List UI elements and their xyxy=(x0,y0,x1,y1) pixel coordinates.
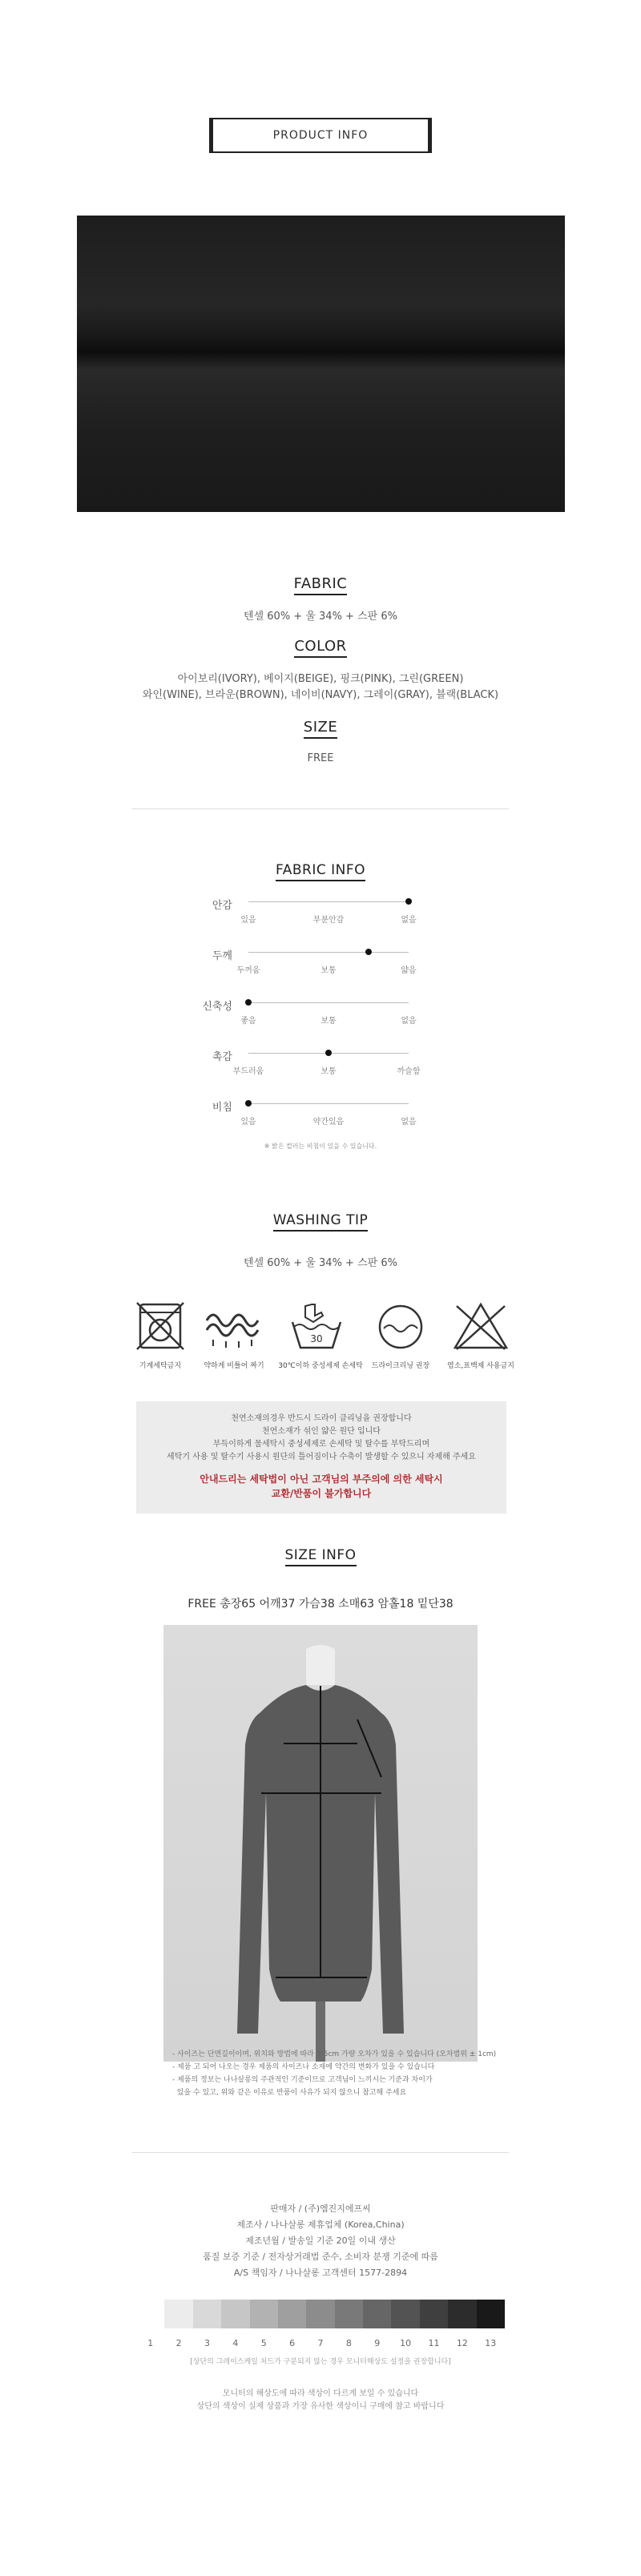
fabric-scale-option: 부분안감 xyxy=(312,916,345,925)
grayscale-swatch xyxy=(221,2300,250,2328)
svg-text:30: 30 xyxy=(310,1333,323,1344)
notice-warning: 교환/반품이 불가합니다 xyxy=(271,1488,372,1499)
fabric-scale-track xyxy=(248,901,409,902)
size-info-heading: SIZE INFO xyxy=(0,1546,641,1566)
washing-tip-heading: WASHING TIP xyxy=(0,1211,641,1232)
grayscale-swatch xyxy=(363,2300,392,2328)
monitor-note-1: 모니터의 해상도에 따라 색상이 다르게 보일 수 있습니다 xyxy=(222,2389,419,2398)
size-notes xyxy=(172,2048,496,2099)
wash-label-3: 30℃이하 중성세제 손세탁 xyxy=(278,1362,363,1370)
wash-label-5: 염소,표백제 사용금지 xyxy=(447,1362,514,1370)
fabric-info-heading: FABRIC INFO xyxy=(0,861,641,881)
swatch-number: 8 xyxy=(345,2338,352,2348)
swatch-number: 4 xyxy=(232,2338,239,2348)
divider xyxy=(132,2152,509,2153)
fabric-photo xyxy=(77,216,565,512)
size-note: - 사이즈는 단면길이이며, 위치와 방법에 따라 3-5cm 가량 오차가 있을 수 있습니다 (오차범위 ± 1cm) xyxy=(172,2050,497,2058)
swatch-number: 3 xyxy=(204,2338,210,2348)
fabric-scale-option: 보통 xyxy=(320,1017,337,1026)
grayscale-swatch xyxy=(306,2300,335,2328)
fabric-scale-marker xyxy=(365,949,372,955)
fabric-value: 텐셀 60% + 울 34% + 스판 6% xyxy=(244,611,397,623)
size-measurements: FREE 총장65 어깨37 가슴38 소매63 암홀18 밑단38 xyxy=(187,1598,454,1611)
wash-label-4: 드라이크리닝 권장 xyxy=(371,1362,430,1370)
swatch-number: 9 xyxy=(374,2338,381,2348)
no-bleach-icon xyxy=(449,1298,513,1354)
fabric-scale-option: 없음 xyxy=(401,916,417,925)
divider xyxy=(132,808,509,809)
fabric-scale-marker xyxy=(245,999,252,1006)
grayscale-swatch xyxy=(448,2300,477,2328)
fabric-scale-label: 안감 xyxy=(212,900,232,912)
grayscale-swatch xyxy=(335,2300,364,2328)
notice-line: 천연소재가 섞인 얇은 원단 입니다 xyxy=(262,1427,381,1436)
swatch-number: 1 xyxy=(147,2338,154,2348)
notice-line: 천연소재의경우 반드시 드라이 클리닝을 권장합니다 xyxy=(231,1414,412,1423)
swatch-number: 11 xyxy=(428,2338,440,2348)
footer-line: 제조년월 / 발송일 기준 20일 이내 생산 xyxy=(245,2235,396,2246)
grayscale-swatch xyxy=(250,2300,279,2328)
size-note: 있을 수 있고, 위와 같은 이유로 반품이 사유가 되지 않으니 참고해 주세요 xyxy=(172,2089,407,2097)
swatch-number: 5 xyxy=(260,2338,267,2348)
fabric-scale-label: 두께 xyxy=(212,950,232,962)
dry-clean-icon xyxy=(373,1298,429,1354)
size-note: - 제품의 정보는 나나살롱의 주관적인 기준이므로 고객님이 느끼시는 기준과 차이가 xyxy=(172,2076,433,2084)
fabric-scale-option: 보통 xyxy=(320,1067,337,1076)
washing-fabric: 텐셀 60% + 울 34% + 스판 6% xyxy=(244,1257,397,1269)
swatch-number: 2 xyxy=(175,2338,182,2348)
fabric-scale-option: 좋음 xyxy=(240,1017,256,1026)
color-line-2: 와인(WINE), 브라운(BROWN), 네이비(NAVY), 그레이(GRAY), 블랙(BLACK) xyxy=(142,689,499,701)
fabric-scale-option: 두꺼움 xyxy=(236,966,260,975)
fabric-scale-option: 부드러움 xyxy=(232,1067,264,1076)
grayscale-swatch xyxy=(193,2300,222,2328)
notice-warning: 안내드리는 세탁법이 아닌 고객님의 부주의에 의한 세탁시 xyxy=(200,1473,443,1485)
grayscale-swatch xyxy=(164,2300,193,2328)
footer-line: 판매자 / (주)엠진지에프씨 xyxy=(270,2203,371,2214)
mannequin-illustration xyxy=(163,1625,478,2062)
fabric-scale-label: 신축성 xyxy=(202,1001,232,1013)
product-info-title: PRODUCT INFO xyxy=(272,129,369,142)
fabric-info-note: ※ 밝은 컬러는 비침이 있을 수 있습니다. xyxy=(264,1143,377,1150)
swatch-number: 13 xyxy=(485,2338,497,2348)
hand-wash-icon xyxy=(284,1298,349,1354)
grayscale-swatch xyxy=(477,2300,506,2328)
size-heading: SIZE xyxy=(0,719,641,739)
swatch-number: 6 xyxy=(289,2338,296,2348)
fabric-scale-track xyxy=(248,1002,409,1003)
fabric-scale-marker xyxy=(325,1050,332,1056)
size-note: - 제품 고 되어 나오는 경우 제품의 사이즈나 소재에 약간의 변화가 있을 수 있습니다 xyxy=(172,2063,435,2071)
swatch-note: [상단의 그레이스케일 처드가 구분되지 않는 경우 모니터해상도 설정을 권장합니다] xyxy=(190,2358,451,2366)
size-value: FREE xyxy=(307,752,334,764)
grayscale-swatch xyxy=(278,2300,307,2328)
grayscale-swatch xyxy=(420,2300,449,2328)
color-heading: COLOR xyxy=(0,638,641,658)
footer-line: 품질 보증 기준 / 전자상거래법 준수, 소비자 분쟁 기준에 따름 xyxy=(203,2251,438,2262)
fabric-scale-marker xyxy=(405,898,412,905)
footer-line: A/S 책임자 / 나나살롱 고객센터 1577-2894 xyxy=(233,2268,408,2278)
swatch-number: 7 xyxy=(317,2338,324,2348)
fabric-scale-marker xyxy=(245,1100,252,1107)
washing-notice-box xyxy=(136,1401,506,1514)
fabric-scale-label: 비침 xyxy=(212,1102,232,1114)
fabric-scale-track xyxy=(248,1103,409,1104)
fabric-scale-option: 없음 xyxy=(401,1118,417,1127)
fabric-scale-label: 촉감 xyxy=(212,1051,232,1063)
model-photo xyxy=(163,1625,478,2062)
swatch-number: 10 xyxy=(400,2338,412,2348)
fabric-scale-option: 보통 xyxy=(320,966,337,975)
fabric-heading: FABRIC xyxy=(0,575,641,595)
fabric-scale-option: 없음 xyxy=(401,1017,417,1026)
fabric-scale-option: 까슬함 xyxy=(397,1067,421,1076)
fabric-scale-option: 약간있음 xyxy=(312,1118,345,1127)
fabric-scale-option: 얇음 xyxy=(401,966,417,975)
color-line-1: 아이보리(IVORY), 베이지(BEIGE), 핑크(PINK), 그린(GREEN) xyxy=(177,673,464,685)
notice-line: 부득이하게 물세탁시 중성세제로 손세탁 및 탈수를 부탁드리며 xyxy=(212,1440,430,1449)
no-machine-wash-icon xyxy=(132,1298,188,1354)
monitor-note-2: 상단의 색상이 실제 상품과 가장 유사한 색상이니 구매에 참고 바랍니다 xyxy=(196,2402,445,2411)
fabric-scale-option: 있음 xyxy=(240,1118,256,1127)
twist-dry-icon xyxy=(202,1298,266,1354)
wash-label-1: 기계세탁금지 xyxy=(139,1362,182,1370)
wash-label-2: 약하게 비틀어 짜기 xyxy=(204,1362,264,1370)
product-info-title-box xyxy=(209,118,432,153)
swatch-number: 12 xyxy=(456,2338,468,2348)
grayscale-swatch xyxy=(391,2300,420,2328)
notice-line: 세탁기 사용 및 탈수기 사용시 원단의 틀어짐이나 수축이 발생할 수 있으니 자제해 주세요 xyxy=(167,1453,476,1461)
footer-line: 제조사 / 나나살롱 제휴업체 (Korea,China) xyxy=(236,2219,405,2230)
fabric-scale-track xyxy=(248,952,409,953)
fabric-scale-option: 있음 xyxy=(240,916,256,925)
grayscale-swatch xyxy=(136,2300,165,2328)
